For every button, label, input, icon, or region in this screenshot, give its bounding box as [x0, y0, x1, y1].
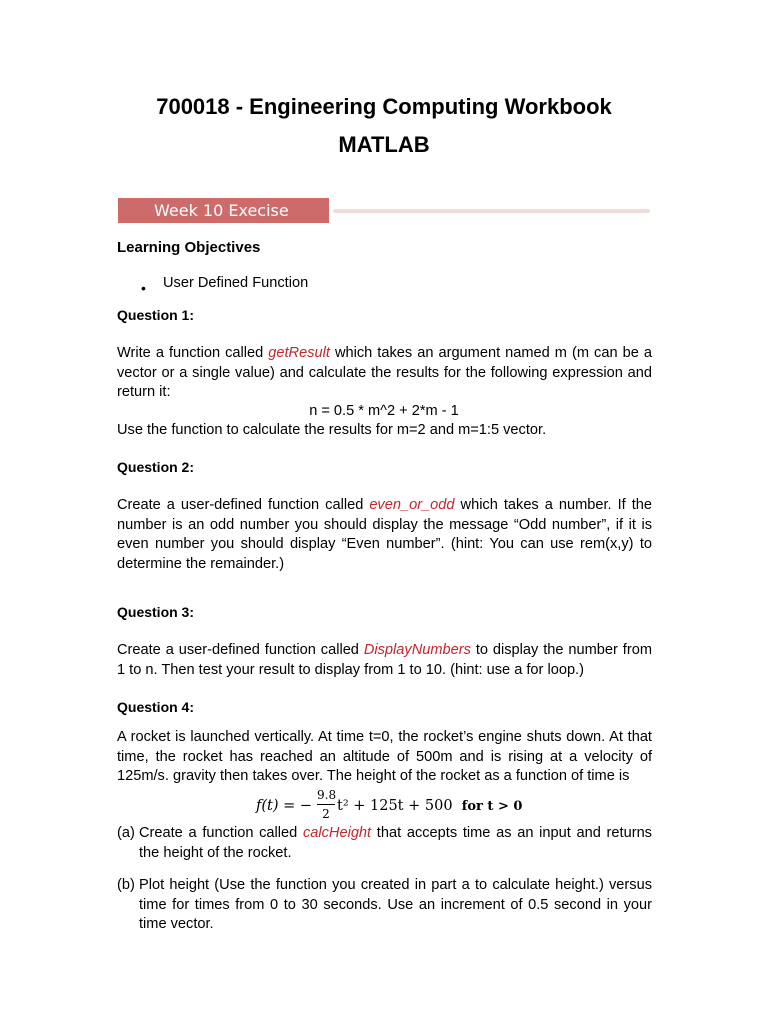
part-a-text: Create a function called calcHeight that accepts time as an input and returns the height of the rocket. — [139, 825, 652, 861]
question-1-text: Write a function called getResult which takes an argument named m (m can be a vector or a single value) and calculate the results for the following expression and return it: — [117, 345, 652, 400]
question-3-text: Create a user-defined function called DisplayNumbers to display the number from 1 to n. Then test your result to display from 1 to 10. (hint: use a for loop.) — [117, 642, 652, 678]
function-name: even_or_odd — [369, 497, 455, 513]
bullet-icon: • — [141, 280, 146, 296]
week-banner: Week 10 Execise — [118, 198, 329, 223]
question-2-heading: Question 2: — [117, 459, 195, 475]
question-2-text: Create a user-defined function called even_or_odd which takes a number. If the number is an odd number you should display the message “Odd number”, if it is even number you should display “Even number”. (hint: You can use rem(x,y) to determine the remainder.) — [117, 497, 652, 572]
banner-divider — [333, 209, 650, 213]
part-b-text: Plot height (Use the function you created in part a to calculate height.) versus time for times from 0 to 30 seconds. Use an increment of 0.5 second in your time vector. — [139, 877, 652, 932]
question-4-intro: A rocket is launched vertically. At time t=0, the rocket’s engine shuts down. At that time, the rocket has reached an altitude of 500m and is rising at a velocity of 125m/s. gravity then takes over. The height of the rocket as a function of time is — [117, 729, 652, 784]
question-4-heading: Question 4: — [117, 699, 195, 715]
question-1-heading: Question 1: — [117, 307, 195, 323]
document-title: 700018 - Engineering Computing Workbook — [156, 94, 612, 119]
document-subtitle: MATLAB — [338, 132, 430, 157]
height-equation — [256, 788, 523, 824]
objective-item: User Defined Function — [163, 275, 309, 291]
question-1-expression: n = 0.5 * m^2 + 2*m - 1 — [309, 403, 459, 419]
part-a-label: (a) — [117, 825, 135, 841]
equation-lhs: 𝑓(𝑡) = − — [256, 798, 313, 814]
function-name: DisplayNumbers — [363, 642, 471, 658]
function-name: calcHeight — [302, 825, 372, 841]
function-name: getResult — [268, 345, 330, 361]
question-3-heading: Question 3: — [117, 604, 195, 620]
equation-fraction: 9.8 2 — [317, 788, 337, 821]
objectives-heading: Learning Objectives — [117, 239, 261, 256]
equation-rhs: t² + 125t + 500 for t > 0 — [337, 798, 523, 814]
equation-condition: for t > 0 — [461, 799, 523, 814]
part-b-label: (b) — [117, 877, 135, 893]
question-1-followup: Use the function to calculate the results for m=2 and m=1:5 vector. — [117, 422, 547, 438]
